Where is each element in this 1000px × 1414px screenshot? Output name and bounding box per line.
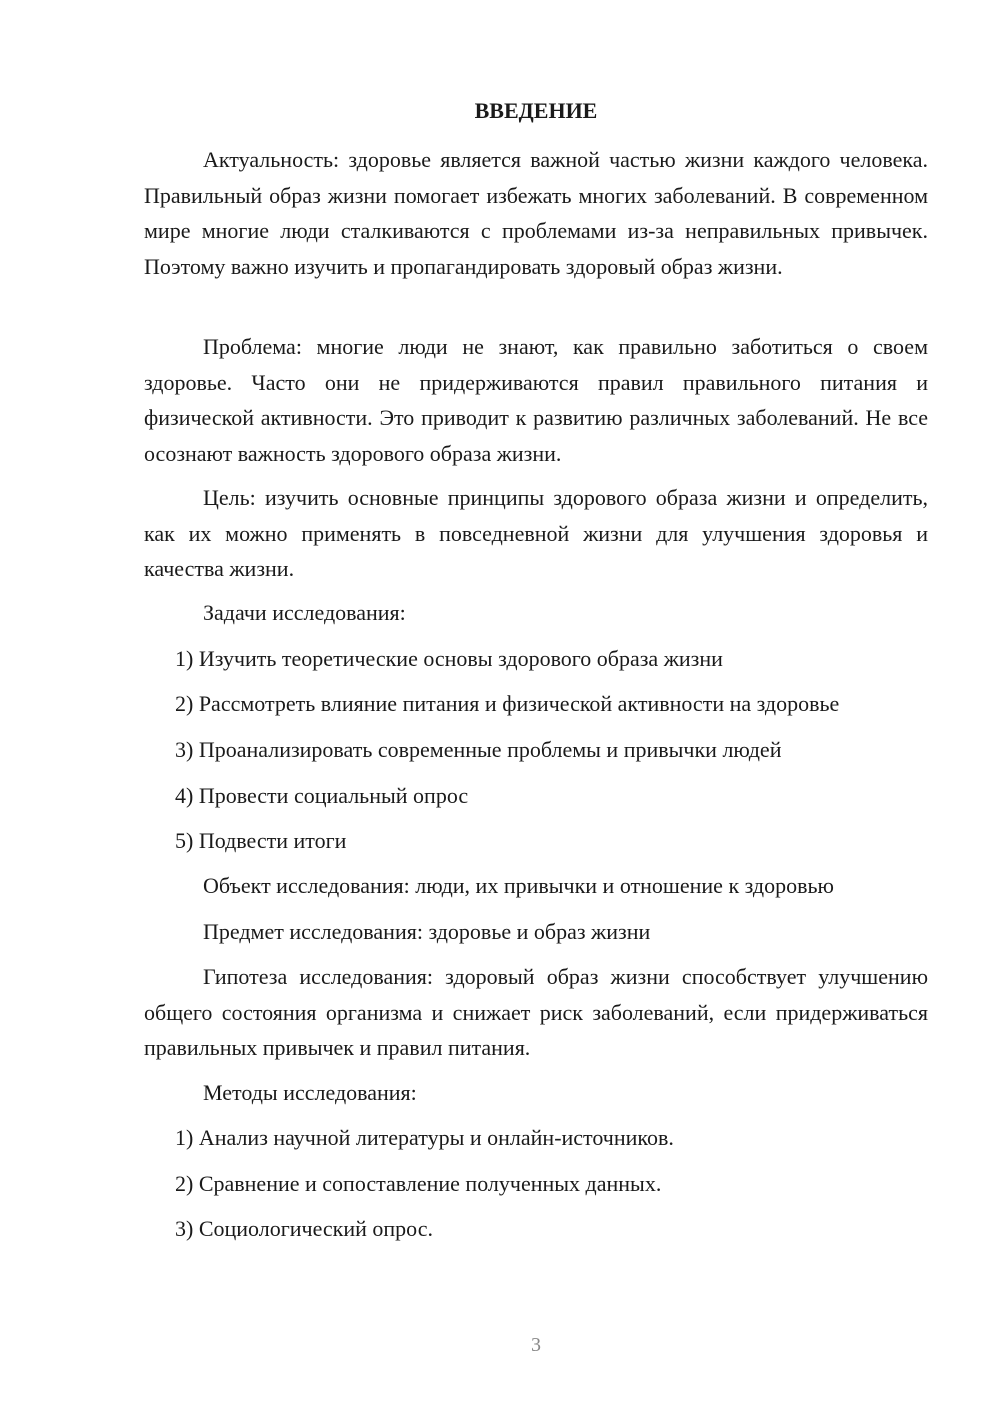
subject-paragraph: Предмет исследования: здоровье и образ жизни	[203, 919, 651, 944]
method-item-2: 2) Сравнение и сопоставление полученных данных.	[175, 1171, 662, 1196]
task-item-2: 2) Рассмотреть влияние питания и физической активности на здоровье	[175, 691, 840, 716]
page-number: 3	[531, 1334, 541, 1356]
hypothesis-paragraph: Гипотеза исследования: здоровый образ жизни способствует улучшению общего состояния организма и снижает риск заболеваний, если придерживаться правильных привычек и правил питания.	[144, 964, 928, 1060]
task-item-3: 3) Проанализировать современные проблемы и привычки людей	[175, 737, 782, 762]
section-heading: ВВЕДЕНИЕ	[474, 98, 598, 123]
task-item-1: 1) Изучить теоретические основы здорового образа жизни	[175, 646, 723, 671]
relevance-paragraph: Актуальность: здоровье является важной частью жизни каждого человека. Правильный образ жизни помогает избежать многих заболеваний. В современном мире многие люди сталкиваются с проблемами из-за неправильных привычек. Поэтому важно изучить и пропагандировать здоровый образ жизни.	[144, 147, 928, 279]
problem-paragraph: Проблема: многие люди не знают, как правильно заботиться о своем здоровье. Часто они не придерживаются правил правильного питания и физической активности. Это приводит к развитию различных заболеваний. Не все осознают важность здорового образа жизни.	[144, 334, 928, 466]
tasks-title: Задачи исследования:	[203, 600, 406, 625]
task-item-5: 5) Подвести итоги	[175, 828, 347, 853]
methods-title: Методы исследования:	[203, 1080, 417, 1105]
object-paragraph: Объект исследования: люди, их привычки и отношение к здоровью	[203, 873, 834, 898]
task-item-4: 4) Провести социальный опрос	[175, 783, 469, 808]
goal-paragraph: Цель: изучить основные принципы здорового образа жизни и определить, как их можно применять в повседневной жизни для улучшения здоровья и качества жизни.	[144, 485, 928, 581]
method-item-3: 3) Социологический опрос.	[175, 1216, 433, 1241]
method-item-1: 1) Анализ научной литературы и онлайн-источников.	[175, 1125, 674, 1150]
